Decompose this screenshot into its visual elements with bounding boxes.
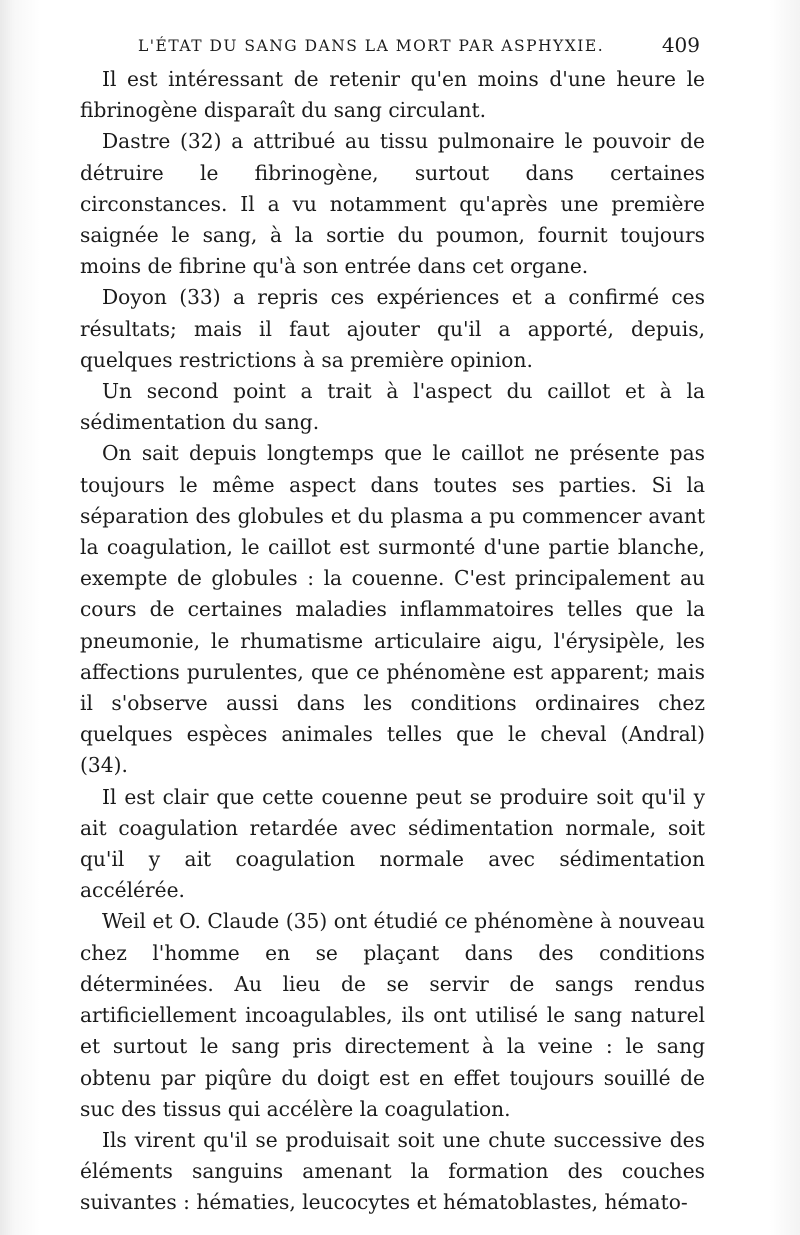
paragraph-6: Il est clair que cette couenne peut se produire soit qu'il y ait coagulation retardée avec sédimentation normale, soit qu'il y ait coagulation normale avec sédimentation accélérée. xyxy=(80,784,705,903)
paragraph-5: On sait depuis longtemps que le caillot ne présente pas toujours le même aspect dans toutes ses parties. Si la séparation des globules et du plasma a pu commencer avant la coagulation, le caillot est surmonté d'une partie blanche, exempte de globules : la couenne. C'est principalement au cours de certaines maladies inflammatoires telles que la pneumonie, le rhumatisme articulaire aigu, l'érysipèle, les affections purulentes, que ce phénomène est apparent; mais il s'observe aussi dans les conditions ordinaires chez quelques espèces animales telles que le cheval (Andral) (34). xyxy=(80,441,705,778)
paragraph-8: Ils virent qu'il se produisait soit une chute successive des éléments sanguins amenant la formation des couches suivantes : hématies, leucocytes et hématoblastes, hémato- xyxy=(80,1127,705,1215)
body-text xyxy=(80,64,705,1219)
paragraph-4: Un second point a trait à l'aspect du caillot et à la sédimentation du sang. xyxy=(80,379,705,435)
paragraph-2: Dastre (32) a attribué au tissu pulmonaire le pouvoir de détruire le fibrinogène, surtout dans certaines circonstances. Il a vu notamment qu'après une première saignée le sang, à la sortie du poumon, fournit toujours moins de fibrine qu'à son entrée dans cet organe. xyxy=(80,129,705,279)
page-number: 409 xyxy=(661,33,700,57)
paragraph-3: Doyon (33) a repris ces expériences et a confirmé ces résultats; mais il faut ajouter qu'il a apporté, depuis, quelques restrictions à sa première opinion. xyxy=(80,285,705,372)
paragraph-1: Il est intéressant de retenir qu'en moins d'une heure le fibrinogène disparaît du sang circulant. xyxy=(80,67,705,123)
paragraph-7: Weil et O. Claude (35) ont étudié ce phénomène à nouveau chez l'homme en se plaçant dans des conditions déterminées. Au lieu de se servir de sangs rendus artificiellement incoagulables, ils ont utilisé le sang naturel et surtout le sang pris directement à la veine : le sang obtenu par piqûre du doigt est en effet toujours souillé de suc des tissus qui accélère la coagulation. xyxy=(80,909,705,1121)
running-title: L'ÉTAT DU SANG DANS LA MORT PAR ASPHYXIE. xyxy=(138,37,605,55)
page-header xyxy=(108,33,700,63)
